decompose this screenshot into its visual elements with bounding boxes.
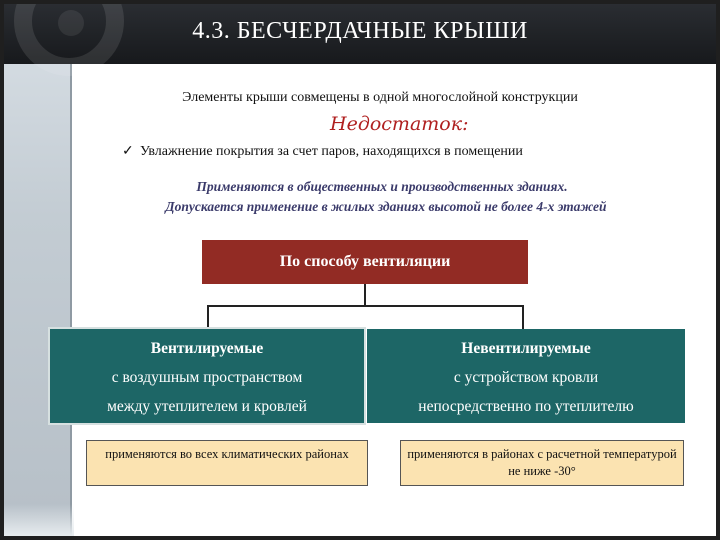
branch-line3-nonventilated: непосредственно по утеплителю [418, 398, 634, 415]
note-box-nonventilated: применяются в районах с расчетной температурой не ниже -30° [400, 440, 684, 486]
usage-line-1: Применяются в общественных и производственных зданиях. [196, 179, 568, 194]
disadvantage-text: Увлажнение покрытия за счет паров, находящихся в помещении [140, 144, 523, 159]
disadvantage-item [122, 143, 662, 160]
note-box-ventilated: применяются во всех климатических районах [86, 440, 368, 486]
connector-horizontal [207, 305, 524, 307]
check-icon: ✓ [122, 144, 134, 159]
usage-line-2: Допускается применение в жилых зданиях высотой не более 4-х этажей [165, 199, 607, 214]
connector-right-down [522, 305, 524, 329]
branch-box-ventilated [50, 329, 364, 423]
connector-left-down [207, 305, 209, 329]
left-band-edge [70, 64, 72, 536]
branch-title-ventilated: Вентилируемые [150, 340, 264, 357]
branch-line3-ventilated: между утеплителем и кровлей [107, 398, 307, 415]
left-band-glow [4, 504, 74, 536]
slide [4, 4, 716, 536]
intro-text: Элементы крыши совмещены в одной многослойной конструкции [182, 90, 578, 105]
disadvantage-label: Недостаток: [330, 113, 469, 135]
branch-box-nonventilated [367, 329, 685, 423]
branch-line2-nonventilated: с устройством кровли [453, 369, 599, 386]
branch-title-nonventilated: Невентилируемые [461, 340, 591, 357]
diagram-root-box: По способу вентиляции [202, 240, 528, 284]
title-bar [4, 4, 716, 64]
left-decorative-band [4, 4, 70, 536]
page-title: 4.3. БЕСЧЕРДАЧНЫЕ КРЫШИ [192, 18, 528, 44]
connector-root-down [364, 284, 366, 306]
branch-line2-ventilated: с воздушным пространством [111, 369, 303, 386]
